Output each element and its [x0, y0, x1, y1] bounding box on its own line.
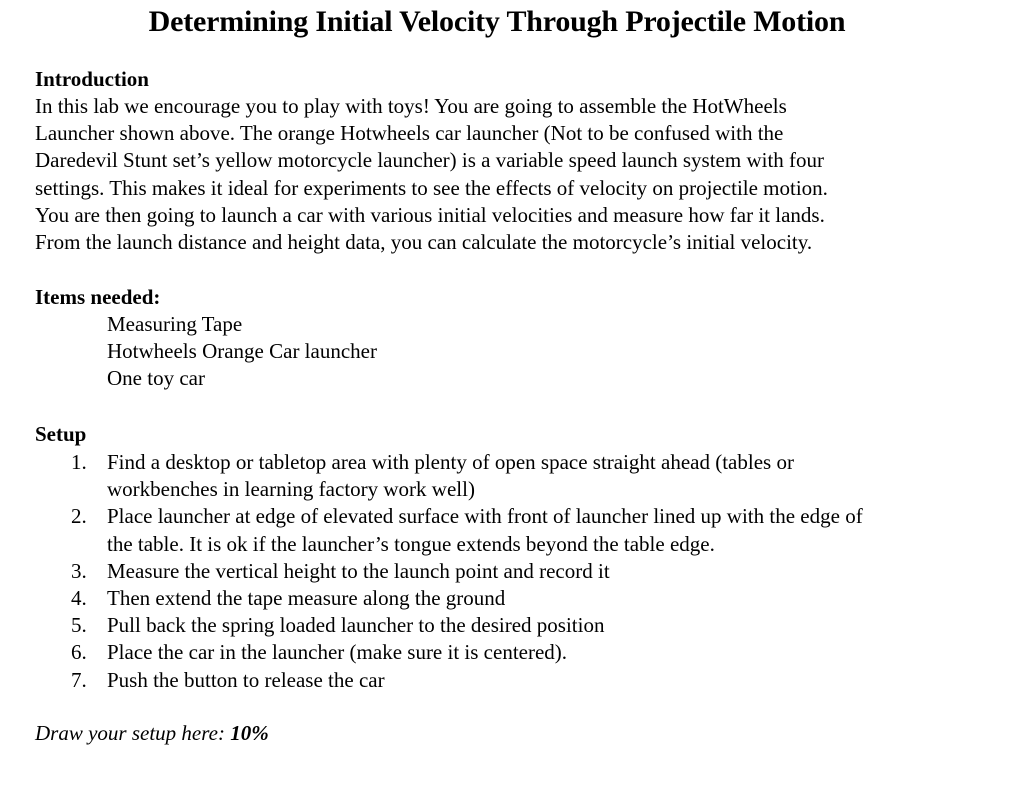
draw-setup-label: Draw your setup here:	[35, 721, 231, 745]
setup-step	[35, 612, 995, 639]
step-text-line: Find a desktop or tabletop area with plenty of open space straight ahead (tables or	[107, 450, 794, 474]
step-number: 7.	[71, 667, 87, 692]
items-needed-heading: Items needed:	[35, 285, 161, 309]
draw-setup-points: 10%	[230, 721, 269, 745]
list-item: One toy car	[107, 366, 205, 391]
step-text	[107, 503, 995, 557]
step-text	[107, 612, 995, 639]
step-text	[107, 639, 995, 666]
step-number: 2.	[71, 504, 87, 529]
setup-step	[35, 639, 995, 666]
step-number: 5.	[71, 613, 87, 638]
list-item: Hotwheels Orange Car launcher	[107, 339, 377, 364]
setup-heading: Setup	[35, 422, 87, 446]
setup-step	[35, 585, 995, 612]
step-text	[107, 558, 995, 585]
step-text-line: Place launcher at edge of elevated surface with front of launcher lined up with the edge of	[107, 504, 863, 529]
step-text-line: Measure the vertical height to the launch point and record it	[107, 558, 610, 583]
introduction-heading: Introduction	[35, 67, 149, 91]
step-number: 6.	[71, 640, 87, 665]
step-text-line: Push the button to release the car	[107, 667, 385, 692]
introduction-line: settings. This makes it ideal for experiments to see the effects of velocity on projectile motion.	[35, 175, 828, 200]
draw-setup-prompt	[35, 720, 269, 747]
setup-step	[35, 503, 995, 557]
step-text-line: Pull back the spring loaded launcher to the desired position	[107, 613, 605, 638]
setup-step	[35, 667, 995, 694]
introduction-line: You are then going to launch a car with various initial velocities and measure how far it lands.	[35, 202, 825, 227]
step-text	[107, 585, 995, 612]
step-text-line: the table. It is ok if the launcher’s tongue extends beyond the table edge.	[107, 531, 715, 556]
step-number: 4.	[71, 586, 87, 611]
items-needed-list	[107, 311, 377, 393]
step-number: 1.	[71, 450, 87, 474]
step-text	[107, 667, 995, 694]
setup-steps-list	[35, 449, 995, 694]
step-text	[107, 449, 995, 503]
page-title: Determining Initial Velocity Through Projectile Motion	[148, 5, 846, 38]
introduction-line: Launcher shown above. The orange Hotwheels car launcher (Not to be confused with the	[35, 121, 784, 146]
step-text-line: Then extend the tape measure along the ground	[107, 586, 506, 611]
list-item: Measuring Tape	[107, 312, 243, 336]
introduction-paragraph	[35, 93, 995, 256]
step-number: 3.	[71, 558, 87, 583]
step-text-line: Place the car in the launcher (make sure it is centered).	[107, 640, 568, 665]
introduction-line: From the launch distance and height data, you can calculate the motorcycle’s initial velocity.	[35, 230, 813, 255]
setup-step	[35, 558, 995, 585]
introduction-line: Daredevil Stunt set’s yellow motorcycle launcher) is a variable speed launch system with four	[35, 148, 825, 173]
step-text-line: workbenches in learning factory work well)	[107, 477, 475, 502]
introduction-line: In this lab we encourage you to play with toys! You are going to assemble the HotWheels	[35, 94, 787, 118]
setup-step	[35, 449, 995, 503]
